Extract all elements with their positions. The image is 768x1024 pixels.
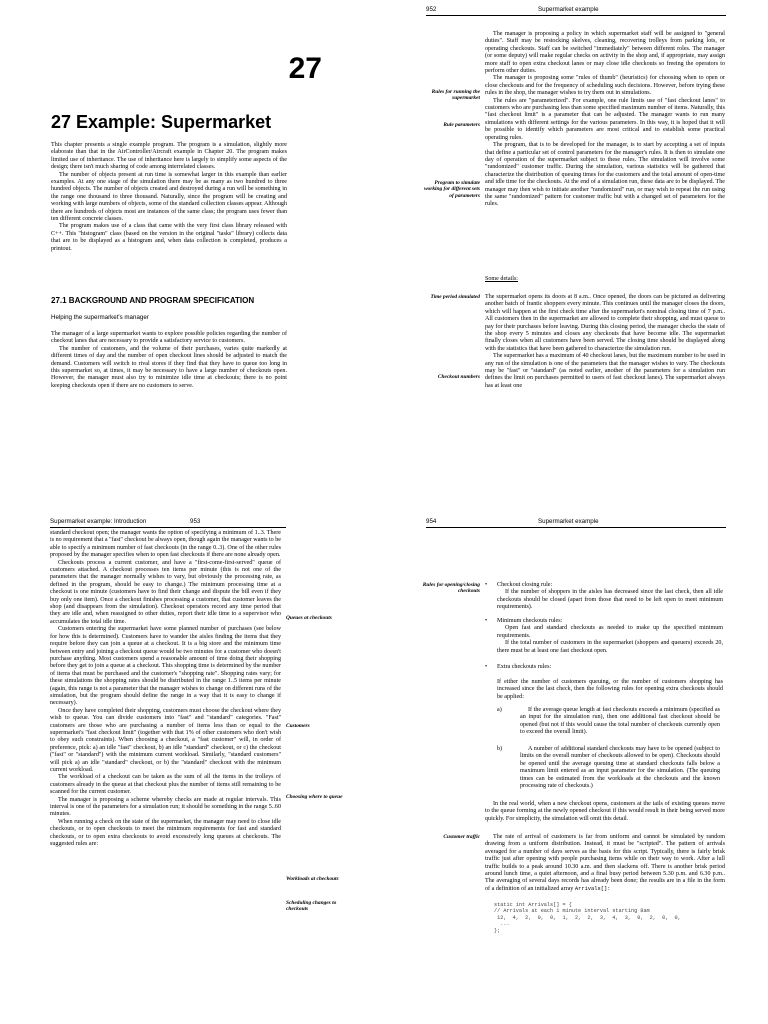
closing-rule (497, 582, 723, 612)
real-world-text (485, 801, 725, 823)
inline-code: Arrivals[]: (574, 885, 611, 892)
paragraph: When running a check on the state of the supermarket, the manager may need to close idle checkouts, or to open checkouts to meet the minimum requirements for fast and standard checkouts, or to open extra checkouts to avoid excessively long queues at checkouts. The suggested rules are: (50, 818, 281, 848)
chapter-number: 27 (288, 52, 322, 85)
margin-note-scheduling: Scheduling changes to checkouts (286, 900, 337, 913)
paragraph: The manager is proposing a policy in which supermarket staff will be assigned to "general duties". Staff may be restocking skelves, cleaning, recovering trolleys from parking lots, or operating checkouts. Staff can be switched "immediately" between different roles. The manager (or some deputy) will make regular checks on activity in the shop and, if appropriate, may assign more staff to open extra checkout lanes or may close idle checkouts so freeing the operators to perform other duties. (485, 31, 725, 75)
rule-b-paragraph: A number of additional standard checkouts may have to be opened (subject to limits on the overall number of checkouts allowed to be open). Checkouts should be opened until the average queuing time at standard checkouts falls below a maximum limit entered as an input parameter for the simulation. (The queuing times can be estimated from the workloads at the checkouts and the known processing rate of checkouts.) (520, 746, 720, 790)
paragraph: The rules are "parameterized". For example, one rule limits use of "fast checkout lanes" to customers who are purchasing less than some specified maximum number of items. Naturally, this "fast checkout limit" is a parameter that can be adjusted. The manager wants to run many simulations with different settings for the various parameters. In this way, it is hoped that it will be possible to identify which parameters are most critical and to establish some practical operating rules. (485, 97, 725, 141)
page-952 (384, 0, 768, 512)
paragraph (485, 834, 725, 893)
page-954 (384, 512, 768, 1024)
paragraph: The program, that is to be developed for the manager, is to start by accepting a set of inputs that define a particular set of control parameters for the manager's rules. It is then to simulate one day of operation of the supermarket subject to these rules. The simulation will involve some "randomized" customer traffic. During the simulation, various statistics will be gathered that characterize the distribution of queuing times for the customers and the total amount of open-time and idle time for the checkouts. At the end of a simulation run, these data are to be displayed. The manager may then wish to initiate another "randomized" run, or may wish to repeat the run using the same "randomized" pattern for customer traffic but with a changed set of parameters for the rules. (485, 142, 725, 208)
paragraph: The workload of a checkout can be taken as the sum of all the items in the trolleys of customers already in the queue at that checkout plus the number of items still remaining to be scanned for the current customer. (50, 774, 281, 796)
page-953 (0, 512, 384, 1024)
page-951 (0, 0, 384, 512)
main-text (50, 530, 281, 848)
paragraph: Checkouts process a current customer, and have a "first-come-first-served" queue of customers attached. A checkout processes ten items per minute (this is not one of the parameters that the manager normally wishes to vary, but obviously the processing rate, as defined in the program, should be easy to change.) The minimum processing time at a checkout is one minute (customers have to find their change and dispute the bill even if they buy only one item). Once a checkout finishes processing a customer, that customer leaves the shop (and disappears from the simulation). Checkout operators record any time period that they are idle and, when reassigned to other duties, report their idle time to a supervisor who accumulates the total idle time. (50, 559, 281, 625)
margin-note-program-simulate: Program to simulate working for different sets of parameters (423, 180, 480, 199)
paragraph: standard checkout open; the manager wants the option of specifying a minimum of 1..3. There is no requirement that a "fast" checkout be always open, though again the manager wants to be able to specify a minimum number of fast checkouts (in the range 0..3). One of the other rules proposed by the manager specifies when to open fast checkouts if there are none already open. (50, 530, 281, 559)
page-header (426, 4, 726, 16)
some-details (485, 276, 725, 283)
paragraph: This chapter presents a single example program. The program is a simulation, slightly more elaborate than that in the AirController/Aircraft example in Chapter 20. The program makes limited use of inheritance. The use of inheritance here is largely to simplify some aspects of the design; there isn't much sharing of code among interrelated classes. (51, 142, 287, 171)
paragraph: In the real world, when a new checkout opens, customers at the tails of existing queues move to the queue forming at the newly opened checkout if this would result in their being served more quickly. For simplicity, the simulation will omit this detail. (485, 801, 725, 822)
bullet: • (485, 664, 488, 670)
paragraph: Customers entering the supermarket have some planned number of purchases (see below for how this is determined). Customers have to wander the aisles finding the items that they require before they can join a queue at a checkout. It is a big store and the minimum time between entry and joining a checkout queue would be two minutes for a customer who doesn't purchase anything. Most customers spend a reasonable amount of time doing their shopping before they get to join a queue at a checkout. This shopping time is determined by the number of items that must be purchased and the customer's "shopping rate". Shopping rates vary; for these simulations the shopping rates should be distributed in the range 1..5 items per minute (again, this range is not a parameter that the manager wishes to change on different runs of the simulation, but the program should define the range in a way that it is easy to change if necessary). (50, 626, 281, 707)
chapter-title: 27 Example: Supermarket (51, 112, 272, 132)
running-title: Supermarket example: Introduction (50, 518, 147, 525)
page-number: 953 (190, 518, 201, 525)
details-text (485, 294, 725, 390)
section-subtitle: Helping the supermarket's manager (51, 314, 149, 321)
margin-note-rules-open-close: Rules for opening/closing checkouts (422, 582, 480, 595)
some-details-heading: Some details: (485, 276, 519, 282)
page-header (50, 516, 286, 528)
extra-intro: If either the number of customers queuing, or the number of customers shopping has increased since the last check, then the following rules for opening extra checkouts should be applied: (497, 679, 723, 700)
minimum-line: Open fast and standard checkouts as needed to make up the specified minimum requirements. (497, 625, 723, 639)
margin-note-rules-running: Rules for running the supermarket (431, 89, 480, 102)
code-line: ... (494, 921, 510, 928)
code-line: static int Arrivals[] = { (494, 902, 572, 908)
minimum-line: If the total number of customers in the supermarket (shoppers and queuers) exceeds 20, there must be at least one fast checkout open. (497, 640, 723, 654)
extra-rules-intro (497, 679, 723, 701)
margin-note-customers: Customers (286, 723, 310, 729)
page-header (426, 516, 726, 528)
closing-rule-text: If the number of shoppers in the aisles has decreased since the last check, then all idle checkouts should be closed (apart from those that need to be left open to meet minimum requirements). (497, 589, 723, 611)
minimum-title: Minimum checkouts rules: (497, 618, 563, 624)
paragraph: The supermarket has a maximum of 40 checkout lanes, but the maximum number to be used in any run of the simulation is one of the parameters that the manager wishes to vary. The checkouts may be "fast" or "standard" (as noted earlier, another of the parameters for a simulation run defines the limit on purchases permitted to users of fast checkout lanes). The supermarket always has at least one (485, 353, 725, 389)
main-text (485, 31, 725, 209)
rule-a-paragraph: If the average queue length at fast checkouts exceeds a minimum (specified as an input for the simulation run), then one additional fast checkout should be opened (but not if this would cause the total number of checkouts currently open to exceed the overall limit). (520, 707, 720, 736)
closing-rule-title: Checkout closing rule: (497, 582, 553, 588)
section-text (51, 331, 287, 390)
bullet: • (485, 618, 488, 624)
running-title: Supermarket example (538, 518, 599, 525)
margin-note-workloads: Workloads at checkouts (286, 876, 339, 882)
paragraph: Once they have completed their shopping, customers must choose the checkout where they wish to queue. You can divide customers into "fast" and "standard" categories. "Fast" customers are those who are purchasing a number of items less than or equal to the supermarket's "fast checkout limit" (together with that 1% of other customers who don't wish to obey such constraints). When choosing a checkout, a "fast customer" will, in order of preference, pick: a) an idle "fast" checkout, b) an idle "standard" checkout, or c) the checkout ("fast" or "standard") with the minimum current workload. Similarly, "standard customers" will pick a) an idle "standard" checkout, or b) the "standard" checkout with the minimum current workload. (50, 707, 281, 773)
rule-a-text (520, 707, 720, 737)
paragraph: The program makes use of a class that came with the very first class library released with C++. This "histogram" class (based on the version in the original "tasks" library) collects data that are to be displayed as a histogram and, when data collection is completed, produces a printout. (51, 223, 287, 252)
rule-b-label: b) (497, 746, 503, 752)
traffic-paragraph: The rate of arrival of customers is far from uniform and cannot be simulated by random drawing from a uniform distribution. Instead, it must be "scripted". The pattern of arrivals averaged for a number of days serves as the basis for this script. Typically, there is fairly brisk traffic just after opening with people purchasing items while on their way to work. After a lull traffic builds to a peak around 10.30 a.m. and then slackens off. There is another brisk period around lunch time, a quiet afternoon, and a final busy period between 5.30 p.m. and 6.30 p.m.. The averaging of several days records has already been done; the results are in a file in the form of a definition of an initialized array (485, 834, 725, 892)
traffic-text (485, 834, 725, 893)
intro-text (51, 142, 287, 253)
code-line: }; (494, 927, 501, 934)
page-number: 952 (426, 6, 437, 13)
paragraph: The manager is proposing a scheme whereby checks are made at regular intervals. This interval is one of the parameters for a simulation run; it should be something in the range 5..60 minutes. (50, 796, 281, 818)
margin-note-queues: Queues at checkouts (286, 615, 332, 621)
minimum-rules (497, 618, 723, 655)
code-block (494, 902, 724, 934)
margin-note-rule-parameters: Rule parameters (443, 122, 480, 128)
page-number: 954 (426, 518, 437, 525)
code-line: // Arrivals at each 1 minute interval starting 8am (494, 908, 650, 915)
extra-rules-title (497, 664, 723, 671)
section-title: 27.1 BACKGROUND AND PROGRAM SPECIFICATION (51, 296, 255, 305)
code-line: 12, 4, 2, 0, 0, 1, 2, 2, 3, 4, 3, 0, 2, 0, 0, (494, 914, 681, 921)
margin-note-time-period: Time period simulated (430, 294, 480, 300)
bullet: • (485, 582, 488, 588)
rule-b-text (520, 746, 720, 790)
margin-note-choosing: Choosing where to queue (286, 794, 343, 800)
margin-note-checkout-numbers: Checkout numbers (437, 374, 480, 380)
paragraph: The manager is proposing some "rules of thumb" (heuristics) for choosing when to open or close checkouts and for the frequency of scheduling such decisions. However, before trying these rules in the shop, the manager wishes to try them out in simulations. (485, 75, 725, 97)
paragraph: The number of objects present at run time is somewhat larger in this example than earlier examples. At any one stage of the simulation there may be as many as two hundred to three hundred objects. The number of objects created and destroyed during a run will be something in the range one thousand to three thousand. Naturally, since the program will be creating and working with large numbers of objects, some of the standard collection classes appear. Although there are hundreds of objects most are instances of the same class; the program uses fewer than ten different concrete classes. (51, 171, 287, 223)
extra-title: Extra checkouts rules: (497, 664, 552, 670)
paragraph: The manager of a large supermarket wants to explore possible policies regarding the number of checkout lanes that are necessary to provide a satisfactory service to customers. (51, 331, 287, 345)
running-title: Supermarket example (538, 6, 599, 13)
rule-a-label: a) (497, 707, 502, 713)
paragraph: The supermarket opens its doors at 8 a.m.. Once opened, the doors can be pictured as delivering another batch of frantic shoppers every minute. This continues until the manager closes the doors, which will happen at the first check time after the supermarket's nominal closing time of 7 p.m.. All customers then in the supermarket are allowed to complete their shopping, and must queue to pay for their purchases before leaving. During this closing period, the manager checks the state of the shop every 5 minutes and closes any checkouts that have become idle. The supermarket finally closes when all customers have been served. The closing time should be displayed along with the statistics that have been gathered to characterize the simulation run. (485, 294, 725, 352)
paragraph: The number of customers, and the volume of their purchases, varies quite markedly at different times of day and the number of open checkout lines should be adjusted to match the demand. Customers will switch to rival stores if they find that they have to queue too long in this supermarket so, at times, it may be necessary to have a large number of checkouts open. However, the manager must also try to minimize idle time at checkouts; there is no point keeping checkouts open if there are no customers to serve. (51, 345, 287, 389)
margin-note-customer-traffic: Customer traffic (443, 834, 480, 840)
